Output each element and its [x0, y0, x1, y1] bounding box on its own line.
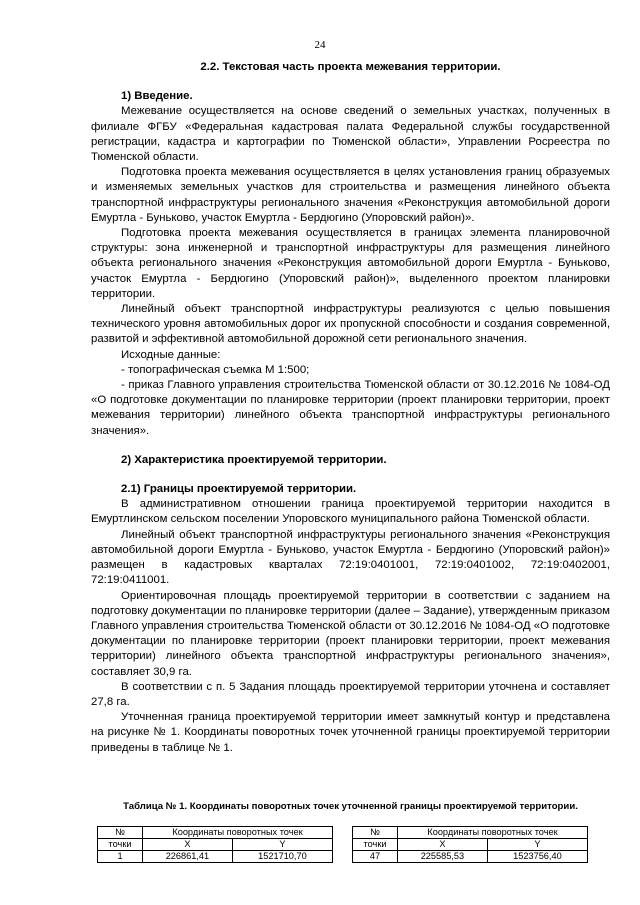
boundaries-paragraph-3: Ориентировочная площадь проектируемой территории в соответствии с заданием на подготовку документации по планировке территории (далее – Задание), утвержденным приказом Главного управления строительства Тюменской области от 30.12.2016 № 1084-ОД «О подготовке документации по планировке территории (проект планировки территории, проект межевания территории) линейного объекта транспортной инфраструктуры регионального значения», составляет 30,9 га.: [91, 589, 610, 678]
source-data-item-2: - приказ Главного управления строительства Тюменской области от 30.12.2016 № 1084-ОД «О подготовке документации по планировке территории (проект планировки территории, проект межевания территории) линейного объекта транспортной инфраструктуры регионального значения».: [91, 379, 610, 437]
header-coordinates: Координаты поворотных точек: [143, 827, 333, 839]
source-data-item-1: - топографическая съемка М 1:500;: [121, 363, 310, 376]
source-data-label: Исходные данные:: [121, 348, 221, 361]
point-x: 226861,41: [143, 851, 233, 863]
coordinates-table-right: [352, 826, 588, 863]
section-title: 2.2. Текстовая часть проекта межевания территории.: [200, 61, 501, 73]
table-row: [98, 851, 333, 863]
header-point-number: №: [353, 827, 398, 839]
characteristics-heading: 2) Характеристика проектируемой территории.: [121, 453, 387, 466]
intro-heading: 1) Введение.: [121, 90, 193, 103]
boundaries-heading: 2.1) Границы проектируемой территории.: [121, 483, 357, 496]
header-point-label: точки: [353, 839, 398, 851]
document-body: [91, 60, 610, 756]
header-point-number: №: [98, 827, 143, 839]
intro-paragraph-4: Линейный объект транспортной инфраструктуры реализуются с целью повышения технического уровня автомобильных дорог их пропускной способности и создания современной, развитой и эффективной автомобильной дорожной сети регионального значения.: [91, 303, 610, 346]
table-caption: Таблица № 1. Координаты поворотных точек уточненной границы проектируемой территории.: [123, 801, 578, 812]
page-number: 24: [314, 39, 326, 51]
header-y: Y: [487, 839, 587, 851]
coordinates-table-left: [97, 826, 333, 863]
boundaries-paragraph-5: Уточненная граница проектируемой территории имеет замкнутый контур и представлена на рисунке № 1. Координаты поворотных точек уточненной границы проектируемой территории приведены в таблице № 1.: [91, 711, 610, 754]
header-point-label: точки: [98, 839, 143, 851]
intro-paragraph-2: Подготовка проекта межевания осуществляется в целях установления границ образуемых и изменяемых земельных участков для строительства и размещения линейного объекта транспортной инфраструктуры регионального значения «Реконструкция автомобильной дороги Емуртла - Буньково, участок Емуртла - Бердюгино (Упоровский район)».: [91, 166, 610, 224]
table-row: [353, 851, 588, 863]
point-y: 1523756,40: [487, 851, 587, 863]
point-number: 1: [98, 851, 143, 863]
header-coordinates: Координаты поворотных точек: [398, 827, 588, 839]
header-y: Y: [232, 839, 332, 851]
point-x: 225585,53: [398, 851, 488, 863]
intro-paragraph-3: Подготовка проекта межевания осуществляется в границах элемента планировочной структуры: зона инженерной и транспортной инфраструктуры для размещения линейного объекта регионального значения «Реконструкция автомобильной дороги Емуртла - Буньково, участок Емуртла - Бердюгино (Упоровский район)», выделенного проектом планировки территории.: [91, 227, 610, 300]
boundaries-paragraph-2: Линейный объект транспортной инфраструктуры регионального значения «Реконструкция автомобильной дороги Емуртла - Буньково, участок Емуртла - Бердюгино (Упоровский район)» размещен в кадастровых кварталах 72:19:0401001, 72:19:0401002, 72:19:0402001, 72:19:0411001.: [91, 528, 610, 587]
boundaries-paragraph-4: В соответствии с п. 5 Задания площадь проектируемой территории уточнена и составляет 27,8 га.: [91, 680, 610, 708]
boundaries-paragraph-1: В административном отношении граница проектируемой территории находится в Емуртлинском сельском поселении Упоровского муниципального района Тюменской области.: [91, 498, 610, 526]
intro-paragraph-1: Межевание осуществляется на основе сведений о земельных участках, полученных в филиале ФГБУ «Федеральная кадастровая палата Федеральной службы государственной регистрации, кадастра и картографии по Тюменской области», Управлении Росреестра по Тюменской области.: [91, 105, 610, 164]
point-y: 1521710,70: [232, 851, 332, 863]
point-number: 47: [353, 851, 398, 863]
header-x: X: [143, 839, 233, 851]
header-x: X: [398, 839, 488, 851]
